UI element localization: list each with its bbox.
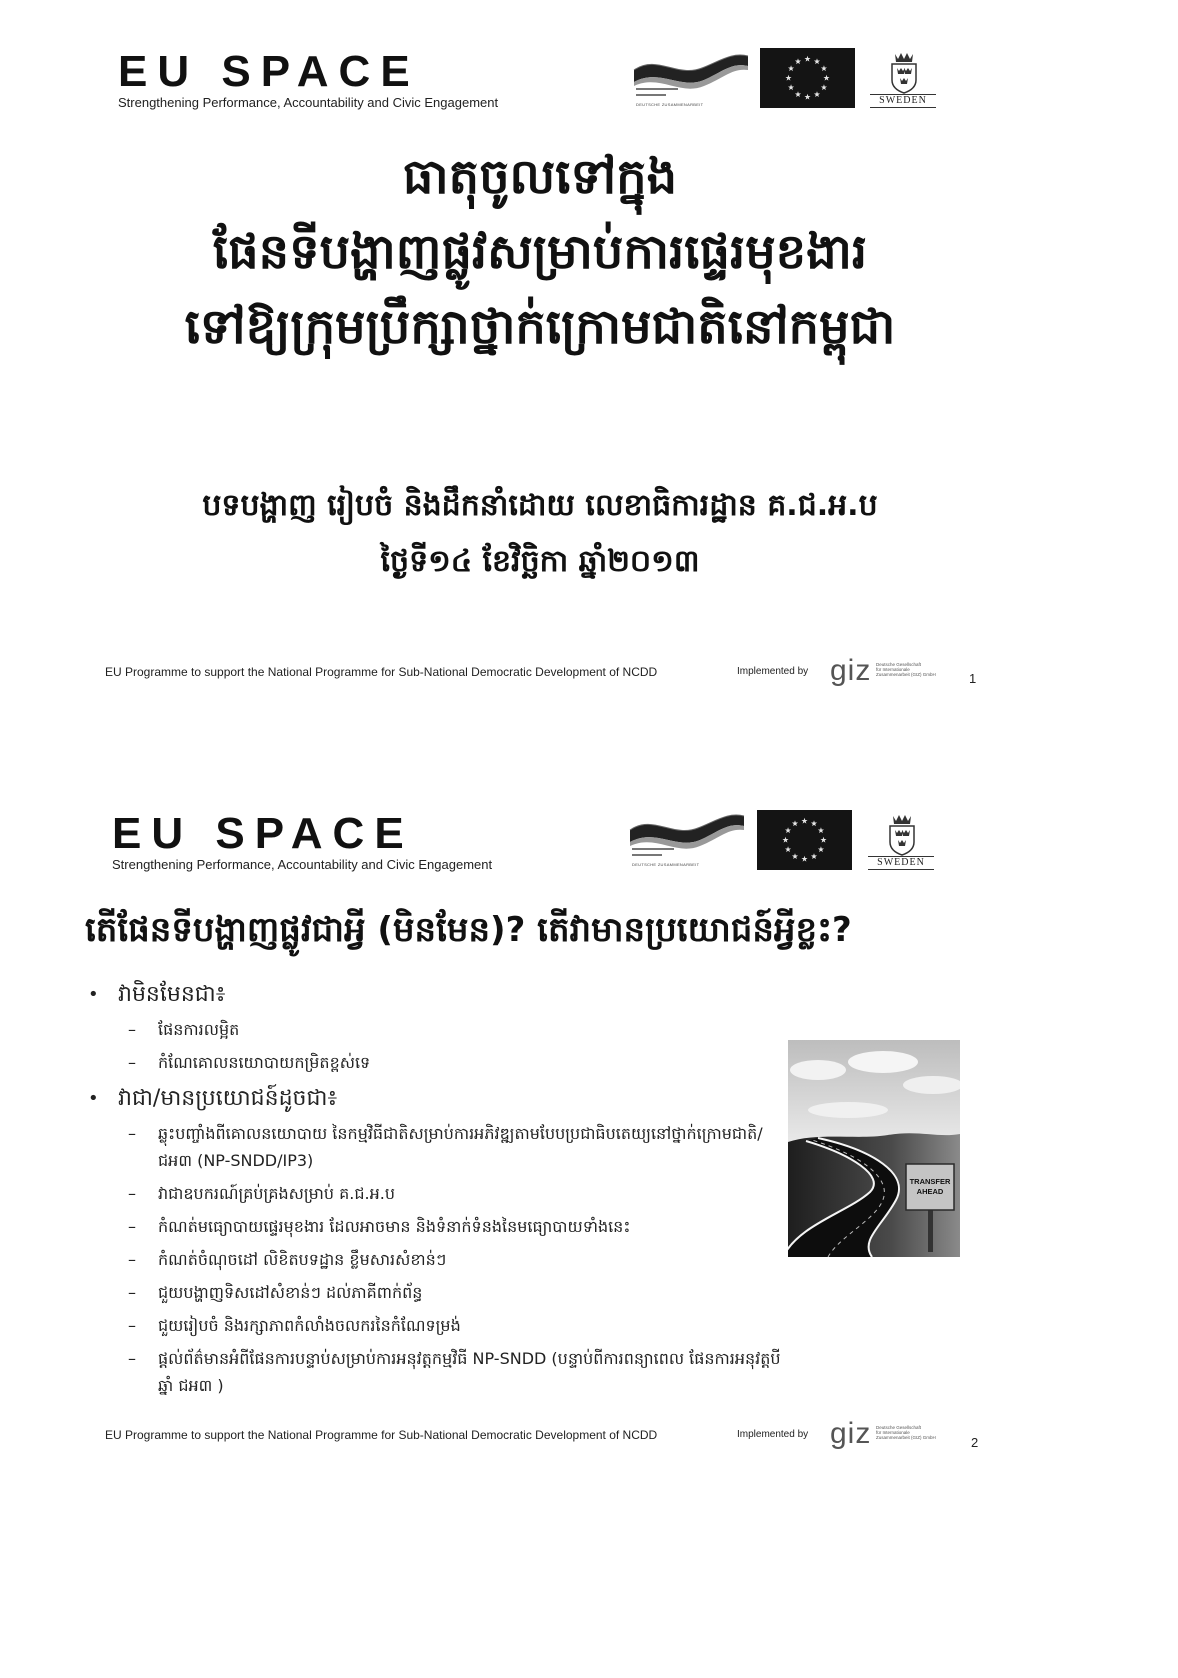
- subtitle-line: បទបង្ហាញ រៀបចំ និងដឹកនាំដោយ លេខាធិការដ្ឋាន គ.ជ.អ.ប: [202, 488, 878, 523]
- sweden-label: SWEDEN: [868, 856, 934, 870]
- brand-title: EU SPACE: [118, 47, 420, 96]
- sub-item: – ផែនការលម្អិត: [128, 1016, 790, 1043]
- sub-item: – ជួយរៀបចំ និងរក្សាភាពកំលាំងចលករនៃកំណែទម្រង់: [128, 1312, 790, 1339]
- sweden-crest-logo: [866, 812, 938, 874]
- sub-item: – វាជាឧបករណ៍គ្រប់គ្រងសម្រាប់ គ.ជ.អ.ប: [128, 1180, 790, 1207]
- page-number: 2: [971, 1435, 979, 1450]
- giz-logo-name: [876, 1425, 936, 1440]
- giz-name-line: für Internationale: [876, 667, 910, 672]
- bullet-label: • វាមិនមែនជា៖: [118, 982, 226, 1007]
- sub-item: – ជួយបង្ហាញទិសដៅសំខាន់ៗ ដល់ភាគីពាក់ព័ន្ធ: [128, 1279, 790, 1306]
- sweden-label: SWEDEN: [870, 94, 936, 108]
- sweden-crest-logo: [868, 50, 940, 112]
- flag-swoosh-icon: [632, 48, 750, 98]
- german-cooperation-logo: [628, 808, 746, 872]
- giz-name-line: Zusammenarbeit (GIZ) GmbH: [876, 672, 936, 677]
- brand-tagline: Strengthening Performance, Accountability and Civic Engagement: [118, 95, 499, 110]
- bullet-item: [88, 978, 788, 1076]
- partner-logo-caption: DEUTSCHE ZUSAMMENARBEIT: [632, 862, 700, 867]
- slide-1-subtitle: [100, 478, 980, 590]
- footer-implemented-by: Implemented by: [737, 1429, 809, 1440]
- slide-2-title: តើផែនទីបង្ហាញផ្លូវជាអ្វី (មិនមែន)? តើវាមានប្រយោជន៍អ្វីខ្លះ?: [85, 910, 852, 950]
- giz-logo-wordmark: giz: [830, 654, 872, 687]
- sub-item: – កំណត់មធ្យោបាយផ្ទេរមុខងារ ដែលអាចមាន និងទំនាក់ទំនងនៃមធ្យោបាយទាំងនេះ: [128, 1213, 790, 1240]
- sub-item: – កំណត់ចំណុចដៅ លិខិតបទដ្ឋាន ខ្លឹមសារសំខាន់ៗ: [128, 1246, 790, 1273]
- slide-2-bullet-list: [88, 978, 788, 1405]
- giz-name-line: für Internationale: [876, 1430, 910, 1435]
- swedish-crest-icon: [868, 50, 940, 94]
- sub-list: [128, 1016, 788, 1076]
- sign-text-line: AHEAD: [916, 1187, 944, 1196]
- footer-programme-text: EU Programme to support the National Programme for Sub-National Democratic Development of NCDD: [105, 665, 658, 679]
- bullet-label: • វាជា/មានប្រយោជន៍ដូចជា៖: [118, 1086, 338, 1111]
- partner-logo-caption: DEUTSCHE ZUSAMMENARBEIT: [636, 102, 704, 107]
- eu-flag-icon: [760, 48, 855, 108]
- title-line: ទៅឱ្យក្រុមប្រឹក្សាថ្នាក់ក្រោមជាតិនៅកម្ពុជា: [184, 299, 896, 355]
- sub-list: [128, 1120, 788, 1399]
- title-line: ផែនទីបង្ហាញផ្លូវសម្រាប់ការផ្ទេរមុខងារ: [212, 224, 868, 280]
- giz-name-line: Deutsche Gesellschaft: [876, 662, 922, 667]
- sign-text-line: TRANSFER: [909, 1177, 951, 1186]
- footer-implemented-by: Implemented by: [737, 666, 809, 677]
- footer-programme-text: EU Programme to support the National Programme for Sub-National Democratic Development of NCDD: [105, 1428, 658, 1442]
- bullet-item: [88, 1082, 788, 1399]
- giz-logo-name: [876, 662, 936, 677]
- giz-name-line: Deutsche Gesellschaft: [876, 1425, 922, 1430]
- brand-tagline: Strengthening Performance, Accountability and Civic Engagement: [112, 857, 493, 872]
- sub-item: – ឆ្លុះបញ្ចាំងពីគោលនយោបាយ នៃកម្មវិធីជាតិសម្រាប់ការអភិវឌ្ឍតាមបែបប្រជាធិបតេយ្យនៅថ្នាក់ក្រោមជាតិ/ ជអ៣ (NP-SNDD/IP3): [128, 1120, 790, 1174]
- title-line: ធាតុចូលទៅក្នុង: [402, 149, 678, 205]
- subtitle-line: ថ្ងៃទី១៤ ខែវិច្ឆិកា ឆ្នាំ២០១៣: [380, 544, 700, 579]
- sign-post: [928, 1208, 933, 1252]
- giz-name-line: Zusammenarbeit (GIZ) GmbH: [876, 1435, 936, 1440]
- flag-swoosh-icon: [628, 808, 746, 858]
- sub-item: – កំណែគោលនយោបាយកម្រិតខ្ពស់ទេ: [128, 1049, 790, 1076]
- sub-item: – ផ្ដល់ព័ត៌មានអំពីផែនការបន្ទាប់សម្រាប់ការអនុវត្តកម្មវិធី NP-SNDD (បន្ទាប់ពីការពន្យាពេល ផែនការអនុវត្តបីឆ្នាំ ជអ៣ ): [128, 1345, 790, 1399]
- page-number: 1: [969, 671, 977, 686]
- road-photo: [788, 1040, 960, 1257]
- transfer-ahead-sign: [906, 1164, 954, 1210]
- german-cooperation-logo: [632, 48, 750, 112]
- swedish-crest-icon: [866, 812, 938, 856]
- giz-logo-wordmark: giz: [830, 1417, 872, 1450]
- slide-1-title: [100, 140, 980, 365]
- eu-flag-icon: [757, 810, 852, 870]
- brand-title: EU SPACE: [112, 809, 414, 858]
